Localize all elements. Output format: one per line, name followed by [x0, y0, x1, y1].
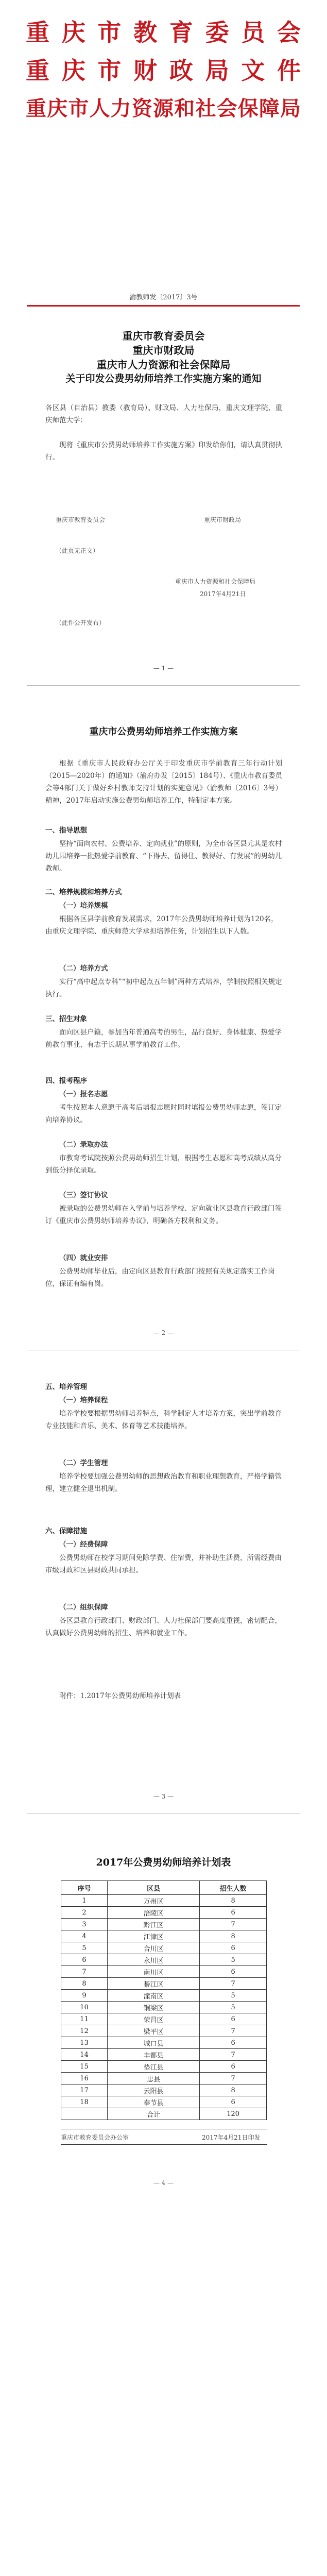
table-row — [61, 1919, 267, 1930]
section-text: 实行“高中起点专科”“初中起点五年制”两种方式培养，学制按照相关规定执行。 — [45, 978, 282, 998]
table-header-cell: 序号 — [61, 1881, 108, 1895]
table-header-cell: 招生人数 — [200, 1881, 267, 1895]
table-cell: 9 — [61, 1990, 108, 2002]
plan-table — [61, 1880, 267, 2120]
footnote: （此件公开发布） — [56, 619, 106, 626]
table-cell: 6 — [200, 2061, 267, 2073]
table-cell: 6 — [200, 1907, 267, 1919]
section-text: 各区县教育行政部门、财政部门、人力社保部门要高度重视，密切配合，认真做好公费男幼师的招生、培养和就业工作。 — [45, 1617, 282, 1637]
table-cell: 荣昌区 — [108, 2013, 200, 2025]
title-org-1: 重庆市教育委员会 — [122, 330, 205, 342]
table-cell: 12 — [61, 2025, 108, 2037]
table-cell: 8 — [200, 1930, 267, 1942]
table-row — [61, 2013, 267, 2025]
section-text: 考生按照本人意愿于高考后填报志愿时同时填报公费男幼师志愿，签订定向培养协议。 — [45, 1104, 282, 1124]
addressee: 各区县（自治县）教委（教育局）、财政局、人力社保局，重庆文理学院、重庆师范大学： — [45, 404, 282, 425]
section-text: 培养学校要根据男幼师培养特点，科学制定人才培养方案，突出学前教育专业技能和音乐、美术、体育等艺术技能培养。 — [45, 1410, 282, 1430]
section-text: 坚持“面向农村、公费培养、定向就业”的原则，为全市各区县尤其是农村幼儿园培养一批热爱学前教育、“下得去、留得住、教得好、有发展”的男幼儿教师。 — [45, 840, 282, 873]
stamp-1: 重庆市教育委员会 — [56, 516, 106, 523]
table-cell: 城口县 — [108, 2037, 200, 2049]
table-cell: 8 — [200, 2084, 267, 2096]
table-cell: 铜梁区 — [108, 2002, 200, 2013]
table-cell: 合计 — [108, 2108, 200, 2120]
table-cell: 6 — [200, 1942, 267, 1954]
table-cell: 7 — [200, 2049, 267, 2061]
document-number: 渝教师发〔2017〕3号 — [129, 294, 198, 301]
table-row — [61, 2108, 267, 2120]
table-cell: 丰都县 — [108, 2049, 200, 2061]
title-org-3: 重庆市人力资源和社会保障局 — [96, 359, 231, 371]
table-cell: 2 — [61, 1907, 108, 1919]
table-cell — [61, 2108, 108, 2120]
table-cell: 5 — [200, 1954, 267, 1966]
table-cell: 万州区 — [108, 1895, 200, 1907]
table-header-cell: 区县 — [108, 1881, 200, 1895]
plan-title: 重庆市公费男幼师培养工作实施方案 — [89, 726, 238, 737]
table-cell: 15 — [61, 2061, 108, 2073]
stamp-note: （此页无正文） — [56, 547, 99, 554]
red-divider — [27, 305, 300, 307]
table-cell: 4 — [61, 1930, 108, 1942]
table-cell: 涪陵区 — [108, 1907, 200, 1919]
page-number: — 2 — — [153, 1329, 174, 1336]
page-number: — 3 — — [153, 1793, 174, 1800]
subsection-heading: （四）就业安排 — [59, 1254, 108, 1262]
table-cell: 綦江区 — [108, 1978, 200, 1990]
subsection-heading: （一）培养规模 — [59, 902, 108, 910]
table-footer-right: 2017年4月21日印发 — [202, 2134, 261, 2141]
body-paragraph: 现将《重庆市公费男幼师培养工作实施方案》印发给你们，请认真贯彻执行。 — [45, 441, 282, 462]
table-cell: 6 — [200, 1966, 267, 1978]
table-cell: 7 — [61, 1966, 108, 1978]
page-separator — [27, 685, 300, 686]
footer-rule — [61, 2144, 267, 2145]
plan-intro: 根据《重庆市人民政府办公厅关于印发重庆市学前教育三年行动计划（2015—2020年）的通知》（渝府办发〔2015〕184号）、《重庆市教育委员会等4部门关于做好乡村教师支持计划的实施意见》（渝教师〔2016〕3号）精神，2017年启动实施公费男幼师培养工作，特制定本方案。 — [45, 759, 282, 805]
header-org-2: 重庆市财政局文件 — [26, 57, 301, 84]
table-cell: 17 — [61, 2084, 108, 2096]
subsection-heading: （二）组织保障 — [59, 1603, 108, 1612]
section-text: 市教育考试院按照公费男幼师招生计划，根据考生志愿和高考成绩从高分到低分择优录取。 — [45, 1154, 282, 1175]
table-cell: 8 — [61, 1978, 108, 1990]
subsection-heading: （一）经费保障 — [59, 1540, 108, 1549]
header-org-3: 重庆市人力资源和社会保障局 — [26, 96, 301, 121]
table-cell: 8 — [200, 1895, 267, 1907]
table-row — [61, 1990, 267, 2002]
table-cell: 云阳县 — [108, 2084, 200, 2096]
table-row — [61, 1930, 267, 1942]
section-heading: 四、报考程序 — [45, 1077, 87, 1085]
table-cell: 5 — [200, 1990, 267, 2002]
table-cell: 合川区 — [108, 1942, 200, 1954]
table-cell: 7 — [200, 1919, 267, 1930]
table-cell: 1 — [61, 1895, 108, 1907]
table-cell: 奉节县 — [108, 2096, 200, 2108]
table-row — [61, 1954, 267, 1966]
table-footer-left: 重庆市教育委员会办公室 — [61, 2134, 129, 2141]
table-row — [61, 2073, 267, 2084]
table-cell: 3 — [61, 1919, 108, 1930]
table-cell: 忠县 — [108, 2073, 200, 2084]
attachment-note: 附件：1.2017年公费男幼师培养计划表 — [59, 1692, 181, 1700]
table-cell: 南川区 — [108, 1966, 200, 1978]
table-row — [61, 2061, 267, 2073]
stamp-3: 重庆市人力资源和社会保障局 — [175, 578, 256, 585]
subsection-heading: （三）签订协议 — [59, 1191, 108, 1199]
section-text: 培养学校要加强公费男幼师的思想政治教育和职业理想教育，严格学籍管理，建立健全退出机制。 — [45, 1472, 282, 1493]
table-cell: 5 — [61, 1942, 108, 1954]
page-number: — 1 — — [153, 665, 174, 672]
subsection-heading: （一）培养课程 — [59, 1396, 108, 1404]
header-org-1: 重庆市教育委员会 — [26, 19, 301, 46]
table-cell: 18 — [61, 2096, 108, 2108]
table-cell: 5 — [200, 2002, 267, 2013]
table-cell: 11 — [61, 2013, 108, 2025]
table-cell: 7 — [200, 2025, 267, 2037]
subsection-heading: （一）报名志愿 — [59, 1090, 108, 1098]
table-row — [61, 2037, 267, 2049]
table-cell: 永川区 — [108, 1954, 200, 1966]
table-cell: 6 — [61, 1954, 108, 1966]
table-cell: 13 — [61, 2037, 108, 2049]
table-row — [61, 2025, 267, 2037]
table-cell: 7 — [200, 2073, 267, 2084]
table-row — [61, 1895, 267, 1907]
section-heading: 二、培养规模和培养方式 — [45, 888, 122, 896]
table-row — [61, 2002, 267, 2013]
table-header-row — [61, 1881, 267, 1895]
table-row — [61, 1907, 267, 1919]
title-org-2: 重庆市财政局 — [132, 344, 195, 357]
table-cell: 16 — [61, 2073, 108, 2084]
table-cell: 黔江区 — [108, 1919, 200, 1930]
section-heading: 五、培养管理 — [45, 1383, 87, 1391]
table-cell: 6 — [200, 2096, 267, 2108]
section-text: 根据各区县学前教育发展需求，2017年公费男幼师培养计划为120名，由重庆文理学院、重庆师范大学承担培养任务，计划招生以下人数。 — [45, 915, 278, 936]
stamp-2: 重庆市财政局 — [204, 516, 242, 523]
table-cell: 14 — [61, 2049, 108, 2061]
page-number: — 4 — — [153, 2179, 174, 2187]
section-text: 公费男幼师毕业后，由定向区县教育行政部门按照有关规定落实工作岗位，保证有编有岗。 — [45, 1267, 275, 1288]
subsection-heading: （二）培养方式 — [59, 964, 108, 973]
subsection-heading: （二）学生管理 — [59, 1459, 108, 1467]
table-row — [61, 2096, 267, 2108]
table-row — [61, 1978, 267, 1990]
table-cell: 120 — [200, 2108, 267, 2120]
section-text: 被录取的公费男幼师在入学前与培养学校、定向就业区县教育行政部门签订《重庆市公费男幼师培养协议》，明确各方权利和义务。 — [45, 1205, 282, 1225]
section-heading: 一、指导思想 — [45, 826, 87, 835]
section-heading: 六、保障措施 — [45, 1527, 87, 1535]
issue-date: 2017年4月21日 — [200, 590, 246, 598]
table-cell: 7 — [200, 1978, 267, 1990]
table-cell: 梁平区 — [108, 2025, 200, 2037]
table-row — [61, 1942, 267, 1954]
table-cell: 10 — [61, 2002, 108, 2013]
table-cell: 垫江县 — [108, 2061, 200, 2073]
section-text: 公费男幼师在校学习期间免除学费、住宿费，并补助生活费，所需经费由市级财政和区县财政共同承担。 — [45, 1554, 282, 1574]
table-row — [61, 1966, 267, 1978]
document-title: 关于印发公费男幼师培养工作实施方案的通知 — [65, 373, 262, 384]
section-text: 面向区县户籍，参加当年普通高考的男生，品行良好、身体健康、热爱学前教育事业，有志于长期从事学前教育工作。 — [45, 1028, 282, 1049]
table-title: 2017年公费男幼师培养计划表 — [96, 1857, 231, 1868]
table-cell: 江津区 — [108, 1930, 200, 1942]
table-row — [61, 2049, 267, 2061]
table-cell: 6 — [200, 2037, 267, 2049]
subsection-heading: （二）录取办法 — [59, 1141, 108, 1149]
table-cell: 潼南区 — [108, 1990, 200, 2002]
table-row — [61, 2084, 267, 2096]
table-cell: 6 — [200, 2013, 267, 2025]
section-heading: 三、招生对象 — [45, 1015, 87, 1023]
